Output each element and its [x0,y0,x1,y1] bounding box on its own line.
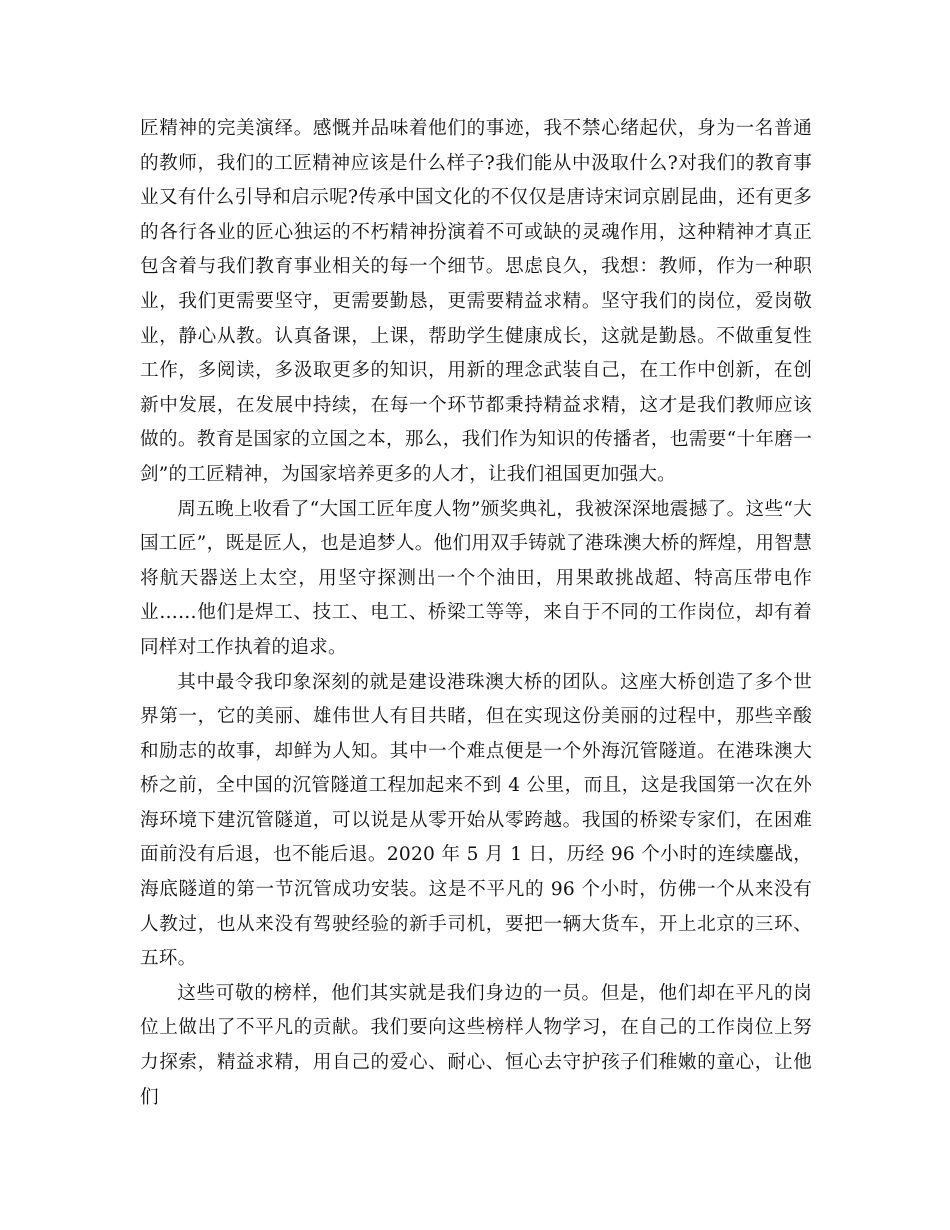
paragraph-bridge-team: 其中最令我印象深刻的就是建设港珠澳大桥的团队。这座大桥创造了多个世界第一，它的美丽、雄伟世人有目共睹，但在实现这份美丽的过程中，那些辛酸和励志的故事，却鲜为人知。其中一个难点便是一个外海沉管隧道。在港珠澳大桥之前，全中国的沉管隧道工程加起来不到 4 公里，而且，这是我国第一次在外海环境下建沉管隧道，可以说是从零开始从零跨越。我国的桥梁专家们，在困难面前没有后退，也不能后退。2020 年 5 月 1 日，历经 96 个小时的连续鏖战，海底隧道的第一节沉管成功安装。这是不平凡的 96 个小时，仿佛一个从来没有人教过，也从来没有驾驶经验的新手司机，要把一辆大货车，开上北京的三环、五环。 [140,671,812,970]
paragraph-role-models: 这些可敬的榜样，他们其实就是我们身边的一员。但是，他们却在平凡的岗位上做出了不平凡的贡献。我们要向这些榜样人物学习，在自己的工作岗位上努力探索，精益求精，用自己的爱心、耐心、恒心去守护孩子们稚嫩的童心，让他们 [140,982,812,1108]
document-body [140,112,812,1115]
paragraph-continuation: 匠精神的完美演绎。感慨并品味着他们的事迹，我不禁心绪起伏，身为一名普通的教师，我们的工匠精神应该是什么样子?我们能从中汲取什么?对我们的教育事业又有什么引导和启示呢?传承中国文化的不仅仅是唐诗宋词京剧昆曲，还有更多的各行各业的匠心独运的不朽精神扮演着不可或缺的灵魂作用，这种精神才真正包含着与我们教育事业相关的每一个细节。思虑良久，我想：教师，作为一种职业，我们更需要坚守，更需要勤恳，更需要精益求精。坚守我们的岗位，爱岗敬业，静心从教。认真备课，上课，帮助学生健康成长，这就是勤恳。不做重复性工作，多阅读，多汲取更多的知识，用新的理念武装自己，在工作中创新，在创新中发展，在发展中持续，在每一个环节都秉持精益求精，这才是我们教师应该做的。教育是国家的立国之本，那么，我们作为知识的传播者，也需要“十年磨一剑”的工匠精神，为国家培养更多的人才，让我们祖国更加强大。 [140,118,812,485]
paragraph-award-ceremony: 周五晚上收看了“大国工匠年度人物”颁奖典礼，我被深深地震撼了。这些“大国工匠”，既是匠人，也是追梦人。他们用双手铸就了港珠澳大桥的辉煌，用智慧将航天器送上太空，用坚守探测出一个个油田，用果敢挑战超、特高压带电作业……他们是焊工、技工、电工、桥梁工等等，来自于不同的工作岗位，却有着同样对工作执着的追求。 [140,498,812,658]
